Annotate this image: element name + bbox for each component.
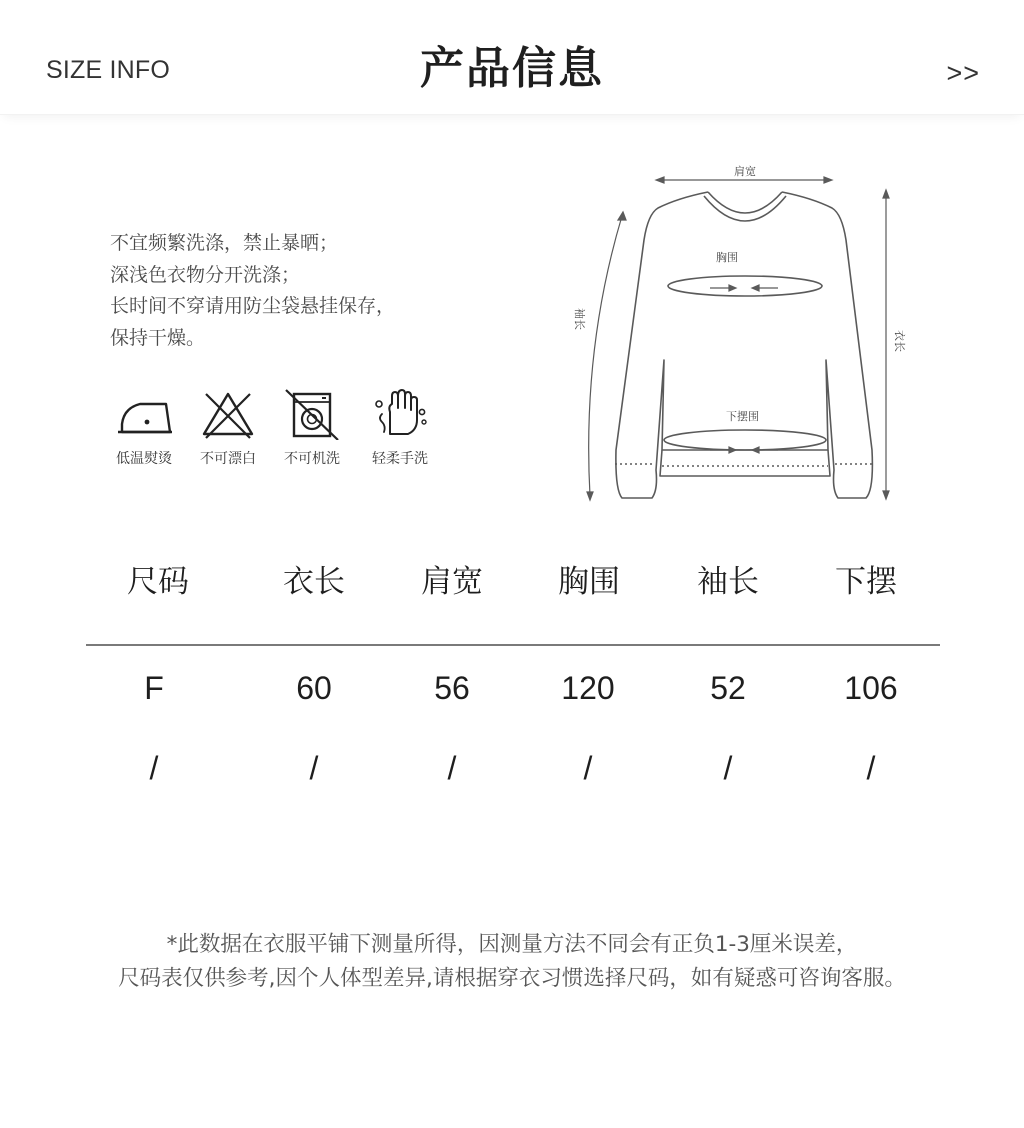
gentle-hand-wash-icon (370, 388, 430, 440)
size-table-header (0, 556, 1024, 606)
column-header: 肩宽 (421, 564, 483, 600)
low-temp-iron-icon (114, 388, 174, 436)
table-row (0, 750, 1024, 800)
next-arrow-link[interactable]: >> (946, 58, 980, 88)
table-row (0, 670, 1024, 720)
hem-label: 下摆围 (726, 410, 759, 423)
table-divider (86, 644, 940, 646)
care-icon-item (104, 388, 184, 468)
shoulder-label: 肩宽 (734, 165, 756, 178)
length-label: 衣长 (893, 330, 906, 352)
table-cell: / (866, 750, 876, 786)
table-cell: / (583, 750, 593, 786)
column-header: 下摆 (835, 564, 897, 600)
disclaimer-line: *此数据在衣服平铺下测量所得，因测量方法不同会有正负1-3厘米误差， (166, 932, 858, 957)
care-icons (104, 388, 444, 478)
care-icon-label: 轻柔手洗 (372, 451, 428, 467)
page-header (0, 0, 1024, 115)
size-info-label: SIZE INFO (46, 56, 171, 84)
table-cell: 106 (844, 670, 898, 706)
measurement-disclaimer (0, 928, 1024, 996)
table-cell: 60 (296, 670, 332, 706)
care-instructions (110, 228, 510, 354)
column-header: 尺码 (127, 564, 189, 600)
column-header: 袖长 (697, 564, 759, 600)
sleeve-label: 袖长 (573, 308, 586, 330)
table-cell: / (723, 750, 733, 786)
care-line: 深浅色衣物分开洗涤； (110, 263, 301, 286)
disclaimer-line: 尺码表仅供参考,因个人体型差异,请根据穿衣习惯选择尺码，如有疑惑可咨询客服。 (118, 966, 906, 991)
chest-label: 胸围 (716, 251, 738, 264)
page-title: 产品信息 (420, 43, 604, 94)
column-header: 衣长 (283, 564, 345, 600)
care-line: 长时间不穿请用防尘袋悬挂保存， (110, 295, 396, 317)
no-machine-wash-icon (282, 388, 342, 440)
care-icon-item (360, 388, 440, 468)
care-icon-item (188, 388, 268, 468)
sweater-measurement-diagram (560, 150, 930, 510)
care-icon-label: 不可漂白 (200, 451, 256, 467)
table-cell: / (309, 750, 319, 786)
care-line: 保持干燥。 (110, 326, 206, 349)
table-cell: 56 (434, 670, 470, 706)
table-cell: 120 (561, 670, 615, 706)
care-line: 不宜频繁洗涤，禁止暴晒； (110, 232, 339, 254)
care-icon-label: 不可机洗 (284, 451, 340, 467)
sweater-outline-icon (560, 150, 930, 510)
table-cell: / (149, 750, 159, 786)
care-icon-item (272, 388, 352, 468)
table-cell: / (447, 750, 457, 786)
table-cell: F (144, 670, 164, 706)
no-bleach-icon (198, 388, 258, 440)
care-icon-label: 低温熨烫 (116, 451, 172, 467)
column-header: 胸围 (558, 564, 620, 600)
table-cell: 52 (710, 670, 746, 706)
